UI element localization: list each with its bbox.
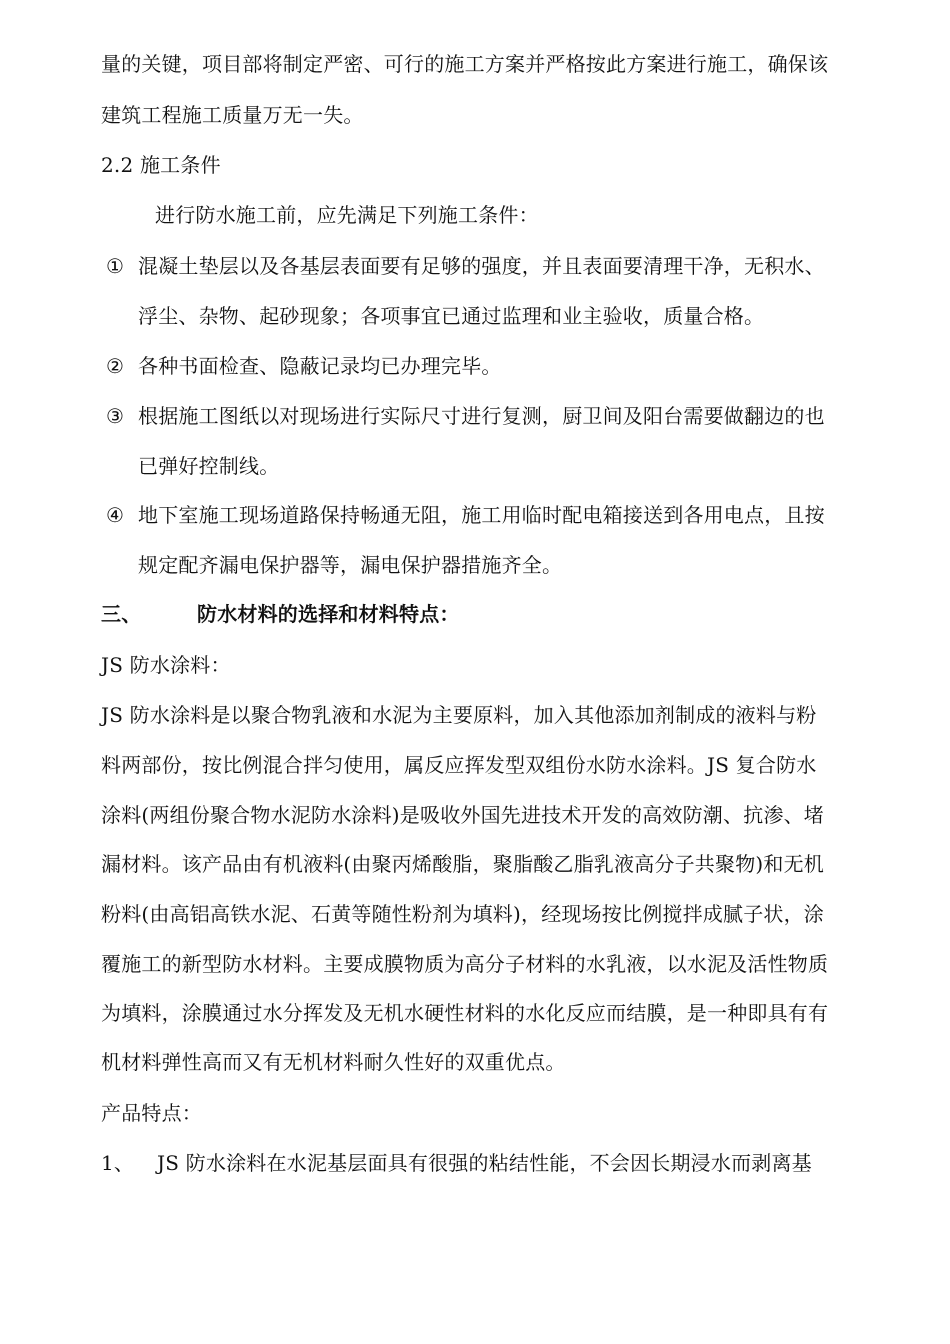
features-label: 产品特点： — [101, 1101, 202, 1125]
condition-item — [106, 501, 825, 529]
paragraph-line: JS 防水涂料是以聚合物乳液和水泥为主要原料，加入其他添加剂制成的液料与粉 — [101, 703, 817, 727]
condition-item — [106, 252, 825, 280]
condition-number: ④ — [106, 503, 125, 527]
feature-number: 1、 — [101, 1151, 135, 1175]
condition-number: ③ — [106, 404, 125, 428]
condition-text: 混凝土垫层以及各基层表面要有足够的强度，并且表面要清理干净，无积水、 — [138, 254, 825, 278]
paragraph-line: 覆施工的新型防水材料。主要成膜物质为高分子材料的水乳液，以水泥及活性物质 — [101, 952, 829, 976]
paragraph-line: 为填料，涂膜通过水分挥发及无机水硬性材料的水化反应而结膜，是一种即具有有 — [101, 1001, 829, 1025]
feature-item — [101, 1149, 812, 1177]
condition-continuation: 浮尘、杂物、起砂现象；各项事宜已通过监理和业主验收，质量合格。 — [138, 304, 765, 328]
condition-continuation: 已弹好控制线。 — [138, 454, 280, 478]
condition-number: ① — [106, 254, 125, 278]
condition-continuation: 规定配齐漏电保护器等，漏电保护器措施齐全。 — [138, 553, 563, 577]
paragraph-line: 漏材料。该产品由有机液料(由聚丙烯酸脂，聚脂酸乙脂乳液高分子共聚物)和无机 — [101, 852, 825, 876]
paragraph-line: 建筑工程施工质量万无一失。 — [101, 103, 364, 127]
subsection-heading: 2.2 施工条件 — [101, 153, 221, 177]
condition-text: 根据施工图纸以对现场进行实际尺寸进行复测，厨卫间及阳台需要做翻边的也 — [138, 404, 825, 428]
condition-text: 地下室施工现场道路保持畅通无阻，施工用临时配电箱接送到各用电点，且按 — [138, 503, 825, 527]
section-heading — [101, 600, 460, 628]
paragraph-line: 涂料(两组份聚合物水泥防水涂料)是吸收外国先进技术开发的高效防潮、抗渗、堵 — [101, 803, 825, 827]
paragraph-line: 机材料弹性高而又有无机材料耐久性好的双重优点。 — [101, 1050, 566, 1074]
section-number: 三、 — [101, 602, 142, 626]
feature-text: JS 防水涂料在水泥基层面具有很强的粘结性能，不会因长期浸水而剥离基 — [157, 1151, 812, 1175]
condition-item — [106, 402, 825, 430]
paragraph-line: 粉料(由高铝高铁水泥、石黄等随性粉剂为填料)，经现场按比例搅拌成腻子状，涂 — [101, 902, 825, 926]
section-title: 防水材料的选择和材料特点： — [197, 602, 460, 626]
paragraph-line: 料两部份，按比例混合拌匀使用，属反应挥发型双组份水防水涂料。JS 复合防水 — [101, 753, 817, 777]
paragraph-line: 量的关键，项目部将制定严密、可行的施工方案并严格按此方案进行施工，确保该 — [101, 52, 829, 76]
intro-line: 进行防水施工前，应先满足下列施工条件： — [155, 203, 539, 227]
material-label: JS 防水涂料： — [101, 653, 231, 677]
condition-text: 各种书面检查、隐蔽记录均已办理完毕。 — [138, 354, 502, 378]
condition-number: ② — [106, 354, 125, 378]
condition-item — [106, 352, 502, 380]
